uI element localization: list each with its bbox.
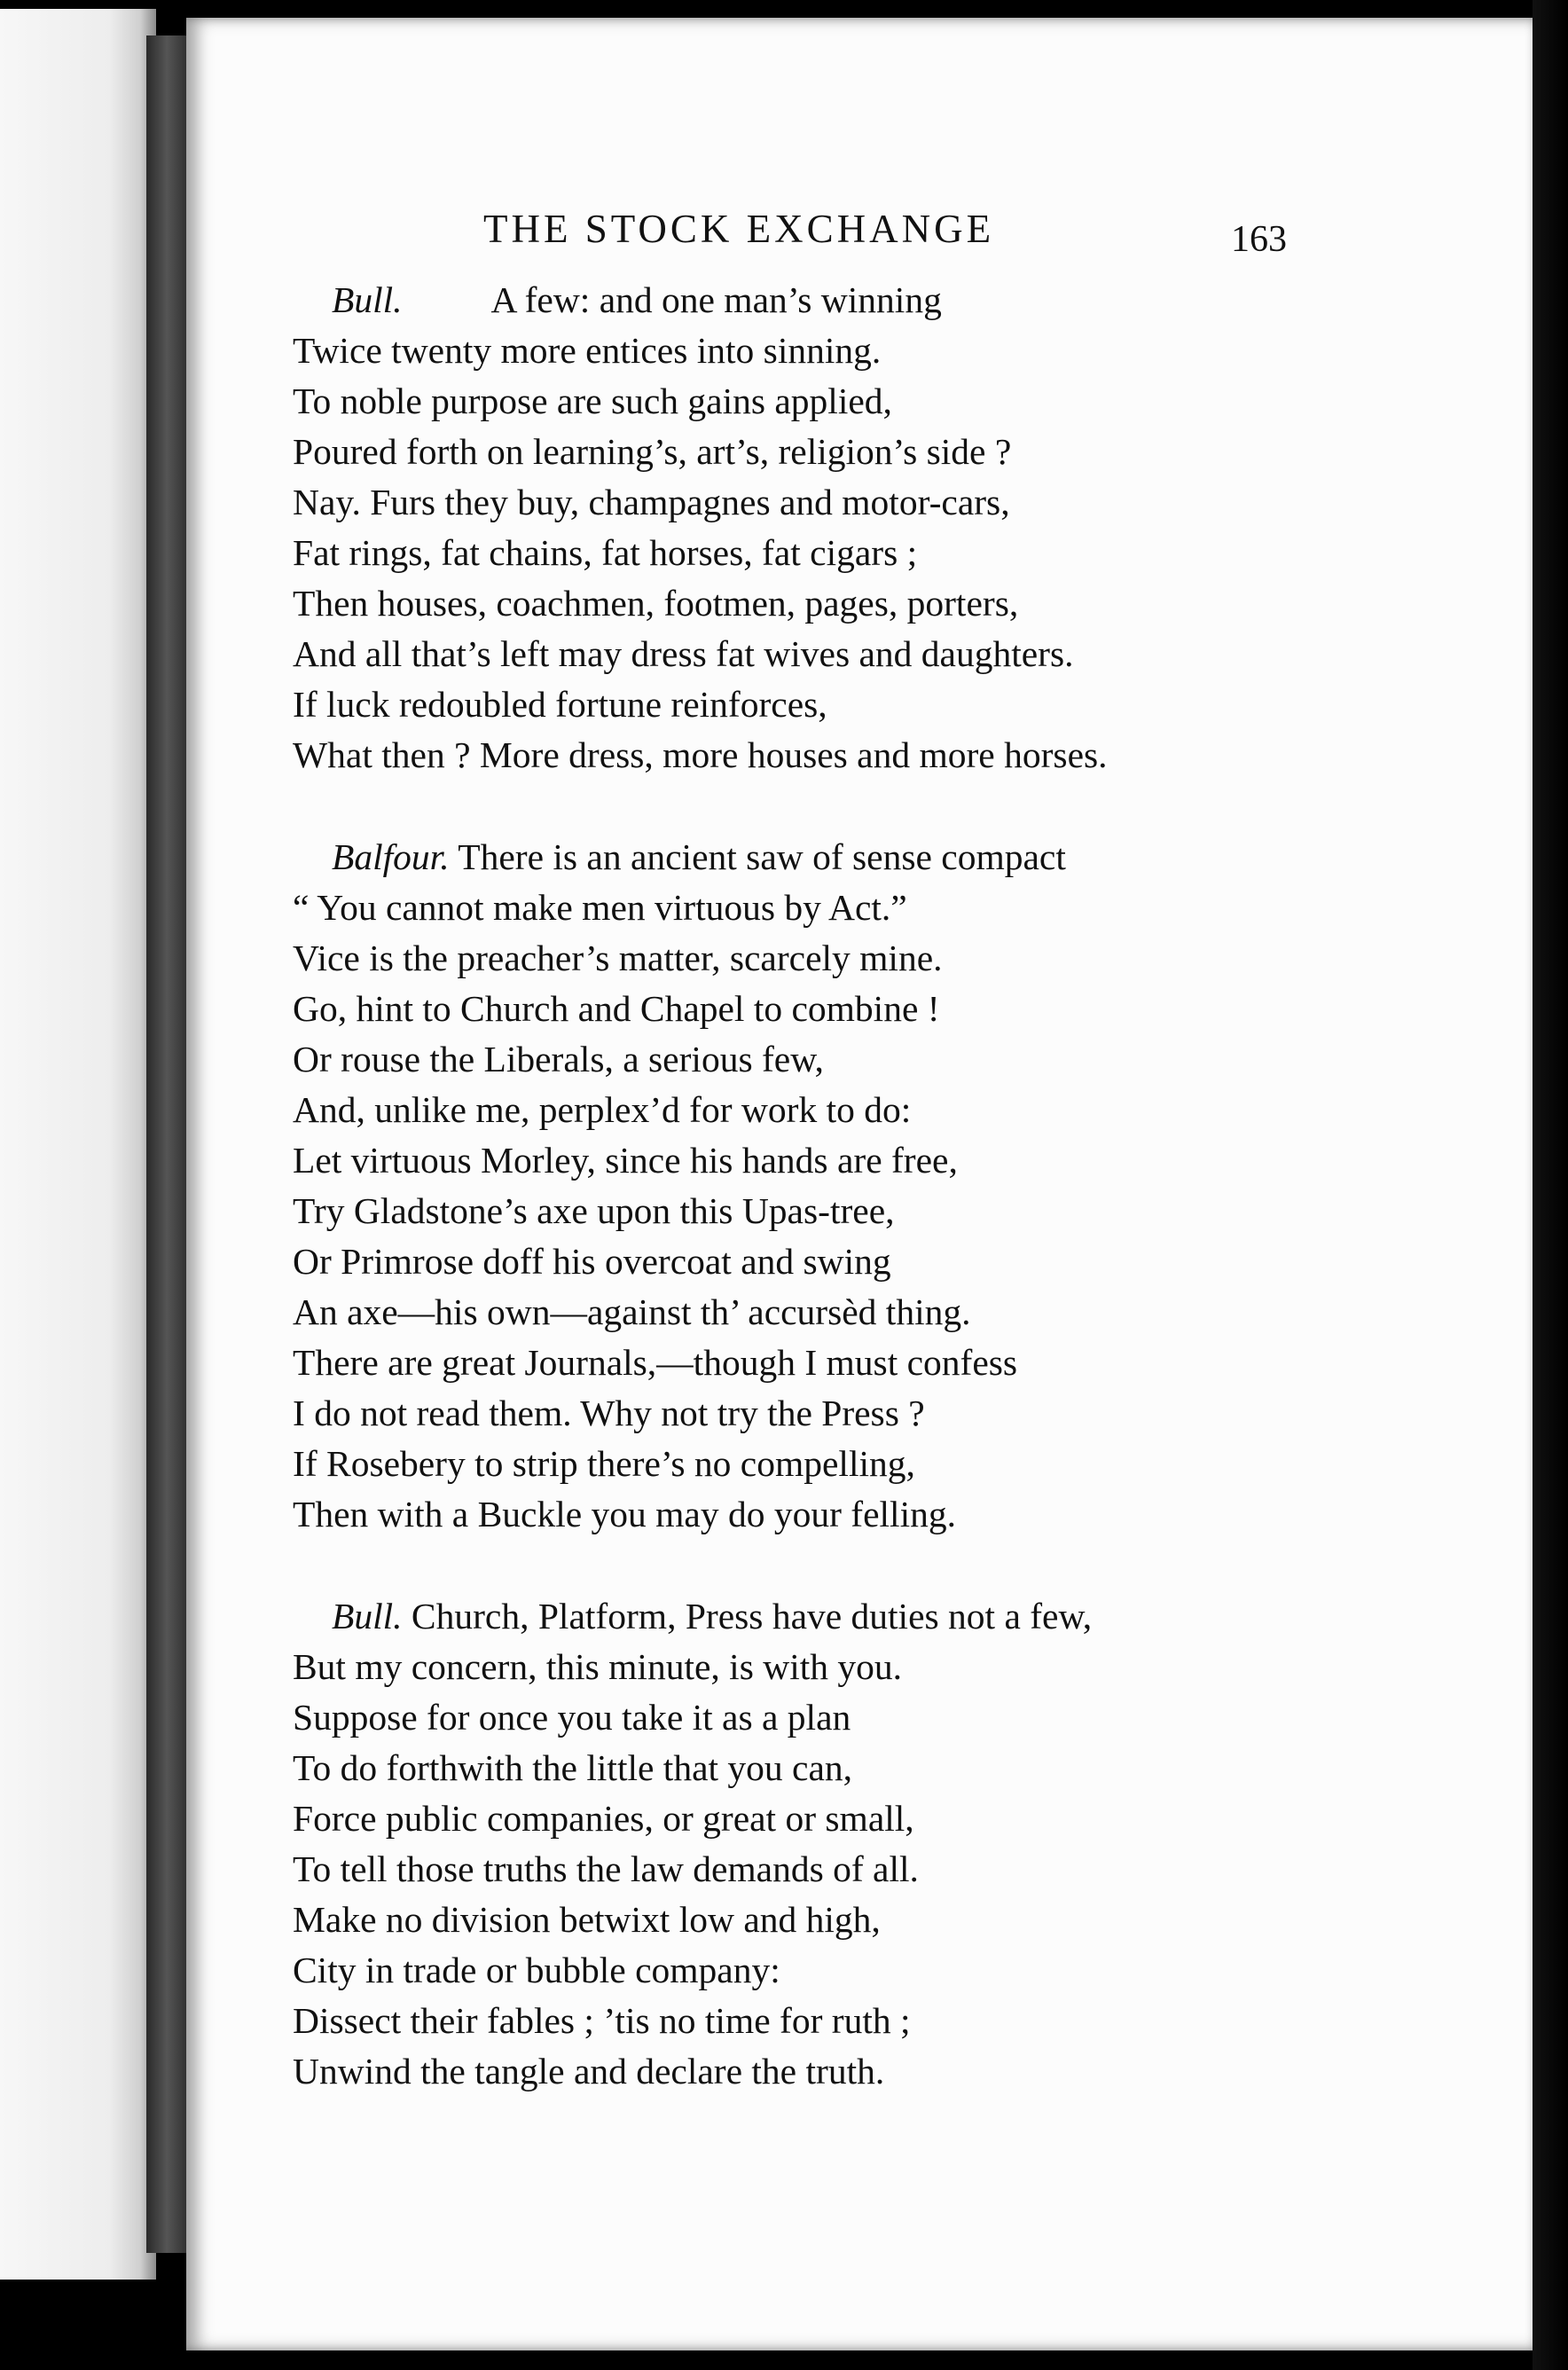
verse-line: Nay. Furs they buy, champagnes and motor-cars, [293,482,1010,522]
verse-line: “ You cannot make men virtuous by Act.” [293,887,907,928]
verse-line: And all that’s left may dress fat wives and daughters. [293,633,1074,674]
verse-line: Or rouse the Liberals, a serious few, [293,1039,824,1079]
verse-line: Then with a Buckle you may do your felling. [293,1494,956,1534]
page-edge-shadow [1533,0,1568,2370]
speaker-name: Balfour. [332,836,450,877]
verse-line: Poured forth on learning’s, art’s, religion’s side ? [293,431,1012,472]
verse-line: Or Primrose doff his overcoat and swing [293,1241,891,1282]
verse-line [293,275,1313,326]
verse-line: Let virtuous Morley, since his hands are free, [293,1140,958,1181]
stanza [293,832,1313,1540]
verse-line: What then ? More dress, more houses and more horses. [293,734,1108,775]
verse-line: If luck redoubled fortune reinforces, [293,684,827,725]
verse-line: Twice twenty more entices into sinning. [293,330,882,371]
verse-line: To do forthwith the little that you can, [293,1747,852,1788]
verse-line: City in trade or bubble company: [293,1950,780,1990]
verse-line: I do not read them. Why not try the Press ? [293,1393,925,1433]
page-number: 163 [1231,219,1287,260]
verse-line [293,832,1313,883]
verse-line: To tell those truths the law demands of all. [293,1848,919,1889]
speaker-name: Bull. [332,1596,403,1636]
verse-text: Church, Platform, Press have duties not a few, [411,1596,1093,1636]
verse-line: If Rosebery to strip there’s no compelling, [293,1443,915,1484]
stanza [293,275,1313,781]
verse-line: But my concern, this minute, is with you. [293,1646,902,1687]
stanza [293,1591,1313,2097]
poem-text [293,275,1313,2097]
verse-line: Vice is the preacher’s matter, scarcely mine. [293,938,943,978]
verse-line [293,1591,1313,1642]
verse-text: A few: and one man’s winning [490,279,942,320]
verse-text: There is an ancient saw of sense compact [458,836,1066,877]
verse-line: There are great Journals,—though I must confess [293,1342,1018,1383]
verse-line: Dissect their fables ; ’tis no time for ruth ; [293,2000,911,2041]
verse-line: Force public companies, or great or small, [293,1798,914,1839]
verse-line: Unwind the tangle and declare the truth. [293,2051,885,2091]
verse-line: Try Gladstone’s axe upon this Upas-tree, [293,1190,895,1231]
running-head: THE STOCK EXCHANGE [483,207,995,251]
verse-line: Go, hint to Church and Chapel to combine ! [293,988,940,1029]
verse-line: Fat rings, fat chains, fat horses, fat cigars ; [293,532,918,573]
verse-line: To noble purpose are such gains applied, [293,381,892,421]
verse-line: Suppose for once you take it as a plan [293,1697,851,1738]
verse-line: And, unlike me, perplex’d for work to do: [293,1089,912,1130]
verse-line: Then houses, coachmen, footmen, pages, porters, [293,583,1019,624]
verse-line: Make no division betwixt low and high, [293,1899,881,1940]
verse-line: An axe—his own—against th’ accursèd thing. [293,1291,971,1332]
speaker-name: Bull. [332,279,403,320]
facing-page-edge [0,9,156,2280]
